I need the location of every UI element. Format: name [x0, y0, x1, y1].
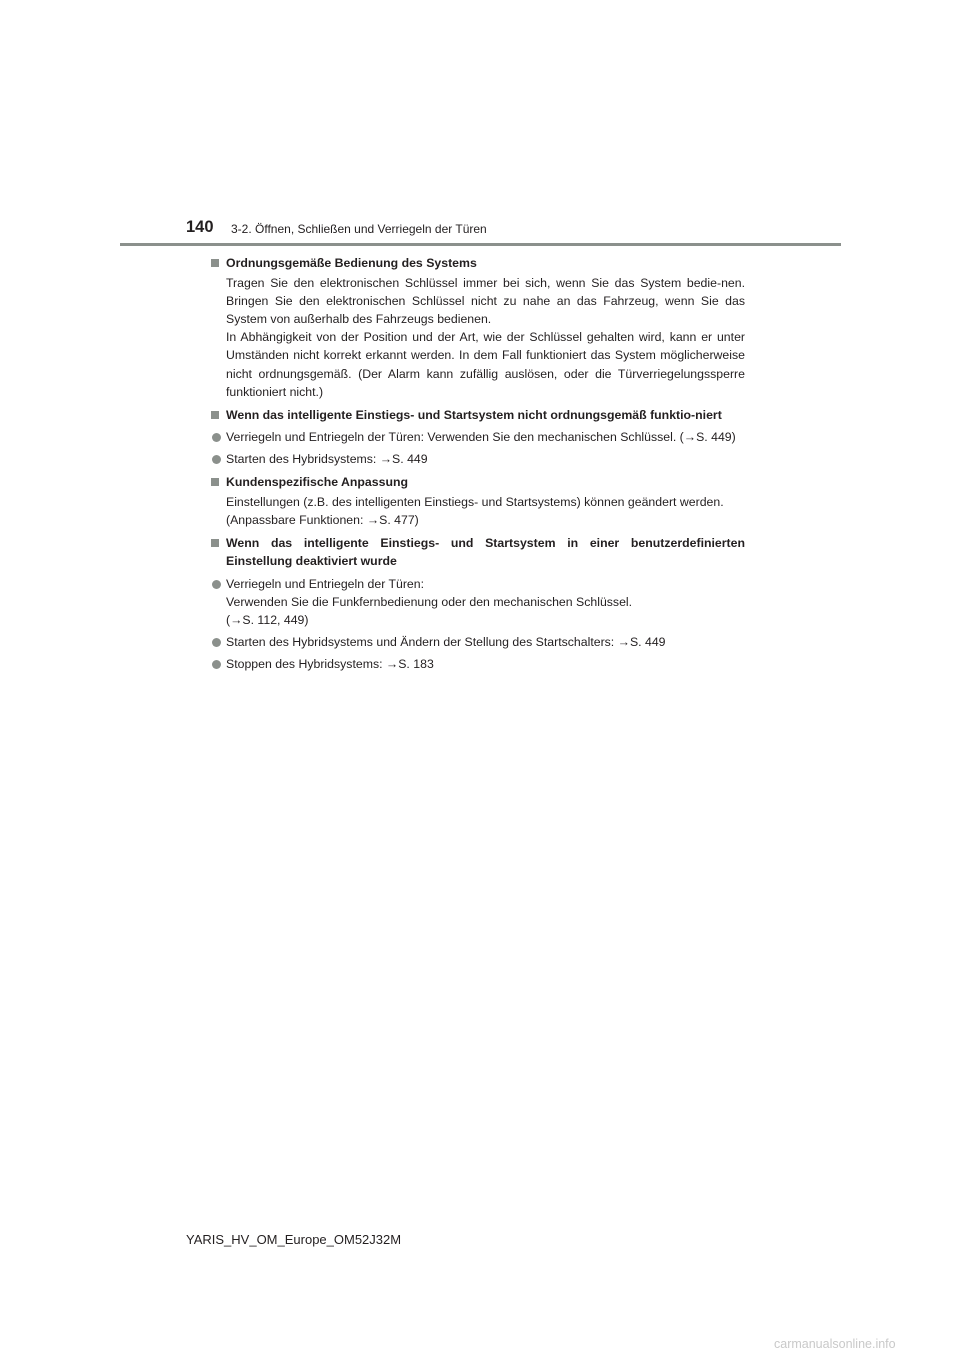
paragraph: In Abhängigkeit von der Position und der Art, wie der Schlüssel gehalten wird, kann er unter Umständen nicht korrekt erkannt werden. In dem Fall funktioniert das System möglicherweise nicht ordnungsgemäß. (Der Alarm kann zufällig auslösen, oder die Türverriegelungssperre funktioniert nicht.)	[226, 330, 745, 399]
list-item	[211, 633, 745, 651]
round-bullet-icon	[212, 580, 221, 589]
list-item-line: Verwenden Sie die Funkfernbedienung oder den mechanischen Schlüssel.	[226, 594, 633, 609]
section-heading-text: Kundenspezifische Anpassung	[226, 475, 408, 490]
section-heading	[211, 473, 745, 491]
section-heading-text: Wenn das intelligente Einstiegs- und Startsystem in einer benutzerdefinierten Einstellung deaktiviert wurde	[226, 536, 745, 569]
main-content	[211, 254, 745, 678]
round-bullet-icon	[212, 638, 221, 647]
list-item-text: Starten des Hybridsystems und Ändern der Stellung des Startschalters: →S. 449	[226, 634, 666, 649]
watermark: carmanualsonline.info	[774, 1337, 896, 1351]
list-item-text: Stoppen des Hybridsystems: →S. 183	[226, 656, 434, 671]
section-customization	[211, 473, 745, 529]
header-rule	[120, 243, 841, 246]
list-item	[211, 655, 745, 673]
section-heading-text: Wenn das intelligente Einstiegs- und Startsystem nicht ordnungsgemäß funktio-niert	[226, 407, 722, 422]
section-deactivated	[211, 534, 745, 673]
round-bullet-icon	[212, 433, 221, 442]
paragraph: Einstellungen (z.B. des intelligenten Einstiegs- und Startsystems) können geändert werden.	[226, 495, 724, 510]
chapter-title: 3-2. Öffnen, Schließen und Verriegeln der Türen	[231, 222, 487, 236]
list-item-line: Verriegeln und Entriegeln der Türen:	[226, 576, 425, 591]
section-heading	[211, 406, 745, 424]
square-bullet-icon	[211, 478, 219, 486]
section-heading	[211, 254, 745, 272]
square-bullet-icon	[211, 259, 219, 267]
paragraph: Tragen Sie den elektronischen Schlüssel immer bei sich, wenn Sie das System bedie-nen. Bringen Sie den elektronischen Schlüssel nicht zu nahe an das Fahrzeug, wenn Sie das System von außerhalb des Fahrzeugs bedienen.	[226, 276, 745, 327]
square-bullet-icon	[211, 411, 219, 419]
list-item-text: Starten des Hybridsystems: →S. 449	[226, 451, 428, 466]
round-bullet-icon	[212, 455, 221, 464]
section-heading-text: Ordnungsgemäße Bedienung des Systems	[226, 256, 477, 270]
list-item-text: Verriegeln und Entriegeln der Türen: Verwenden Sie den mechanischen Schlüssel. (→S. 449)	[226, 429, 736, 444]
section-body	[211, 274, 745, 401]
section-malfunction	[211, 406, 745, 468]
footer-document-id: YARIS_HV_OM_Europe_OM52J32M	[186, 1232, 402, 1247]
round-bullet-icon	[212, 660, 221, 669]
list-item	[211, 428, 745, 446]
list-item-line: (→S. 112, 449)	[226, 612, 309, 627]
square-bullet-icon	[211, 539, 219, 547]
list-item	[211, 450, 745, 468]
paragraph: (Anpassbare Funktionen: →S. 477)	[226, 513, 419, 528]
section-proper-operation	[211, 254, 745, 401]
list-item	[211, 575, 745, 629]
section-heading	[211, 534, 745, 570]
page-number: 140	[186, 218, 214, 236]
section-body	[211, 493, 745, 529]
